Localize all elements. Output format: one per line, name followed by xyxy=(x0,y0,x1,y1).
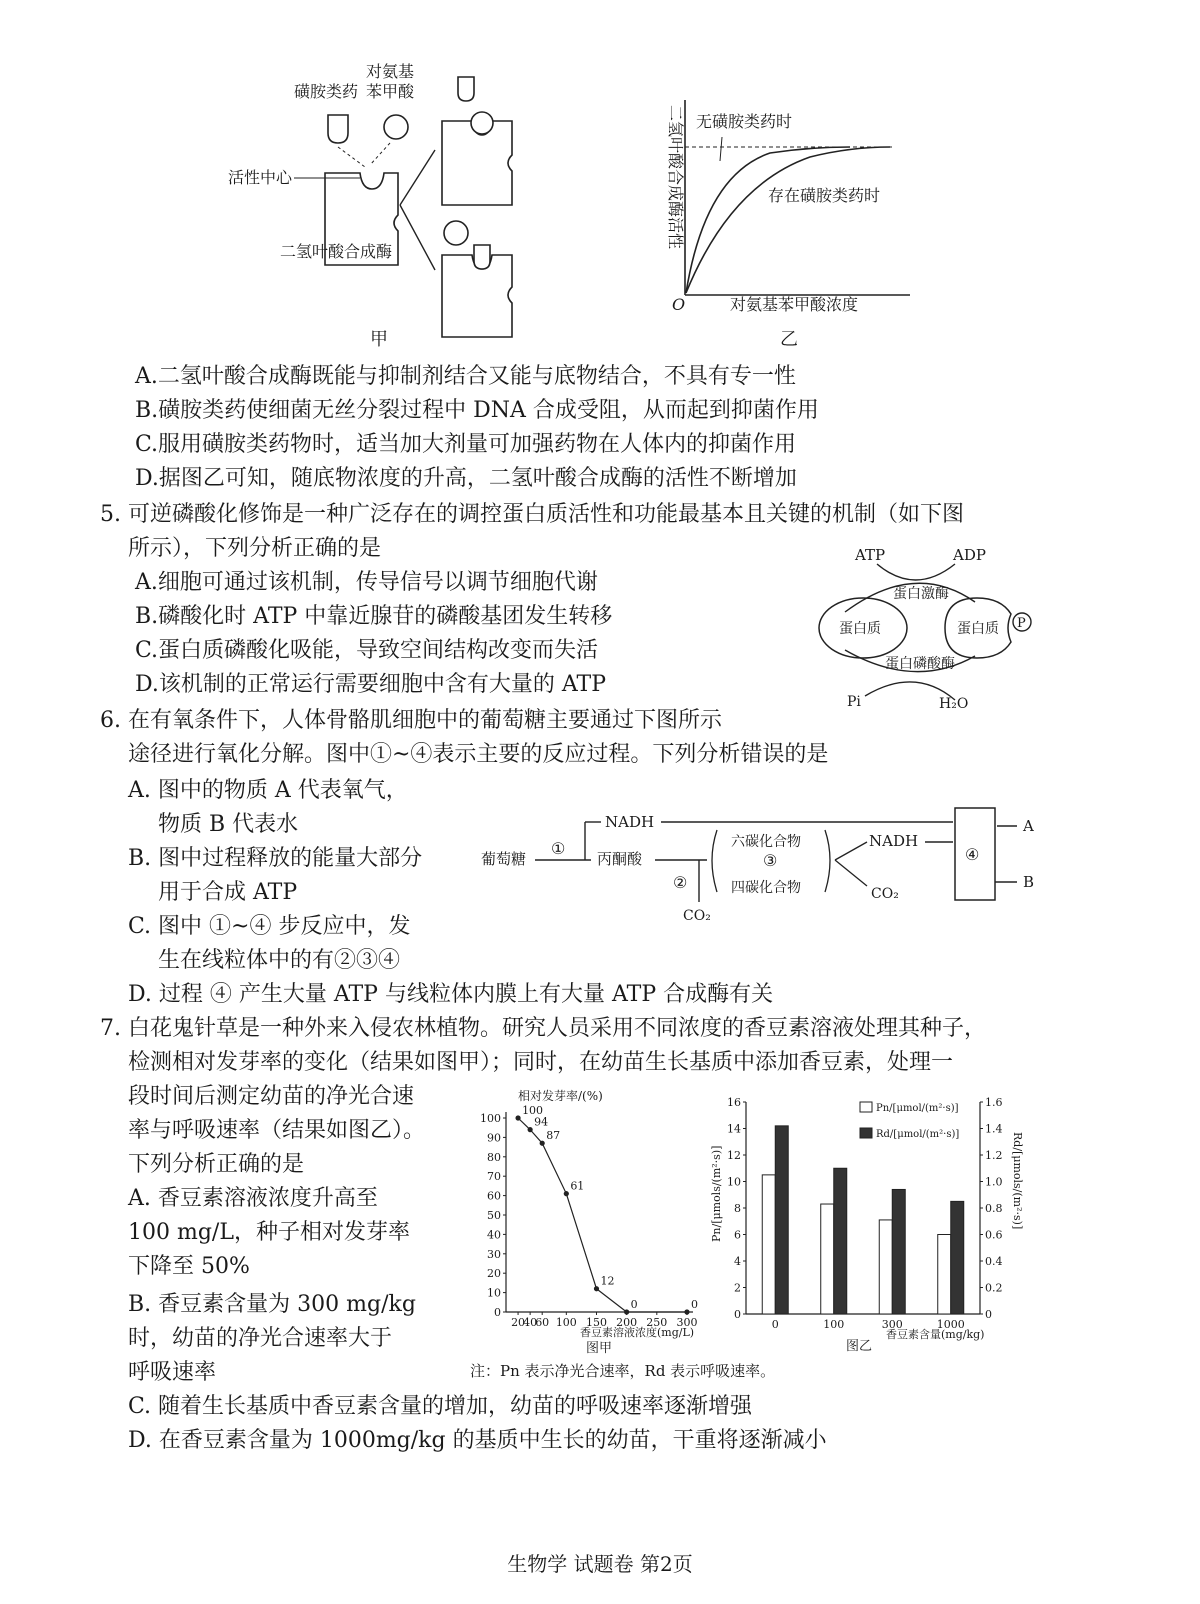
sulfa-label: 磺胺类药 xyxy=(294,82,359,101)
jia-ytick-label: 80 xyxy=(487,1150,501,1164)
figure-jia xyxy=(220,55,540,355)
yi2-right-tick-label: 0.8 xyxy=(985,1202,1003,1215)
q5-option-d: D.该机制的正常运行需要细胞中含有大量的 ATP xyxy=(135,672,607,697)
q7-option-d: D. 在香豆素含量为 1000mg/kg 的基质中生长的幼苗，干重将逐渐减小 xyxy=(128,1428,827,1453)
jia-xtick-label: 300 xyxy=(676,1316,698,1329)
q7-option-a-3: 下降至 50% xyxy=(128,1254,250,1279)
jia-data-point xyxy=(540,1141,545,1146)
jia-data-label: 12 xyxy=(600,1274,615,1288)
atp-label: ATP xyxy=(855,546,886,564)
chart-note: 注：Pn 表示净光合速率，Rd 表示呼吸速率。 xyxy=(470,1362,776,1380)
yi2-ylabel-right: Rd/[μmols/(m²·s)] xyxy=(1011,1132,1024,1230)
h2o-label: H₂O xyxy=(939,696,969,712)
legend-pn-swatch xyxy=(860,1102,872,1112)
germination-line-chart xyxy=(468,1088,708,1358)
q7-option-b-1: B. 香豆素含量为 300 mg/kg xyxy=(128,1292,416,1317)
q5-option-c: C.蛋白质磷酸化吸能，导致空间结构改变而失活 xyxy=(135,638,599,663)
yi2-ylabel-left: Pn/[μmols/(m²·s)] xyxy=(710,1145,723,1242)
q6-option-c-1: C. 图中 ①~④ 步反应中，发 xyxy=(128,914,411,939)
six-carbon-label: 六碳化合物 xyxy=(731,834,801,850)
yi2-right-tick-label: 0.4 xyxy=(985,1255,1003,1268)
yi2-category-label: 100 xyxy=(823,1318,845,1331)
yi2-category-label: 300 xyxy=(881,1318,903,1331)
paba-circle xyxy=(384,115,408,139)
q6-option-b-2: 用于合成 ATP xyxy=(158,880,298,905)
protein-label: 蛋白质 xyxy=(839,621,881,637)
q7-left-1: 率与呼吸速率（结果如图乙）。 xyxy=(128,1118,426,1143)
jia-xlabel: 香豆素溶液浓度(mg/L) xyxy=(580,1326,695,1339)
nadh-2-label: NADH xyxy=(869,832,919,850)
jia-ytick-label: 70 xyxy=(487,1170,501,1184)
paba-bound xyxy=(471,112,493,134)
yi2-left-tick-label: 0 xyxy=(734,1308,741,1321)
protein-p-label: 蛋白质 xyxy=(957,621,999,637)
drug-bound xyxy=(474,245,490,269)
b-label: B xyxy=(1023,873,1035,891)
q7-option-a-2: 100 mg/L，种子相对发芽率 xyxy=(128,1220,410,1245)
co2-b-label: CO₂ xyxy=(871,886,899,902)
atp-adp-arrow xyxy=(877,564,955,580)
yi2-left-tick-label: 12 xyxy=(727,1149,741,1162)
phosphorylation-diagram xyxy=(805,540,1045,715)
yi2-right-tick-label: 0 xyxy=(985,1308,992,1321)
q4-option-c: C.服用磺胺类药物时，适当加大剂量可加强药物在人体内的抑菌作用 xyxy=(135,432,797,457)
q7-left-2: 下列分析正确的是 xyxy=(128,1152,305,1177)
q6-stem-1: 6. 在有氧条件下，人体骨骼肌细胞中的葡萄糖主要通过下图所示 xyxy=(100,708,722,733)
yi2-bar-rd xyxy=(775,1126,788,1314)
enzyme-label: 二氢叶酸合成酶 xyxy=(280,242,393,261)
curve-no-drug-label: 无磺胺类药时 xyxy=(696,112,793,131)
yi2-bar-pn xyxy=(821,1204,834,1314)
q7-option-b-3: 呼吸速率 xyxy=(128,1360,217,1385)
jia-ytick-label: 40 xyxy=(487,1228,501,1242)
glucose-label: 葡萄糖 xyxy=(481,850,527,868)
yi2-bar-pn xyxy=(762,1175,775,1314)
caption-jia: 甲 xyxy=(370,329,388,350)
jia-xtick-label: 60 xyxy=(535,1316,550,1329)
legend-pn-label: Pn/[μmol/(m²·s)] xyxy=(876,1103,959,1114)
q7-left-0: 段时间后测定幼苗的净光合速 xyxy=(128,1084,415,1109)
page-footer: 生物学 试题卷 第2页 xyxy=(507,1552,693,1576)
jia-xtick-label: 20 xyxy=(511,1316,526,1329)
jia-data-label: 100 xyxy=(522,1104,544,1117)
kinase-label: 蛋白激酶 xyxy=(893,586,949,602)
q7-option-b-2: 时，幼苗的净光合速率大于 xyxy=(128,1326,393,1351)
arrow-to-nadh2 xyxy=(835,842,867,860)
co2-a-label: CO₂ xyxy=(683,908,711,924)
yi2-bar-rd xyxy=(951,1201,964,1314)
jia-data-point xyxy=(515,1115,520,1120)
phosphatase-label: 蛋白磷酸酶 xyxy=(885,656,955,672)
yi2-left-tick-label: 10 xyxy=(727,1175,741,1189)
q7-option-c: C. 随着生长基质中香豆素含量的增加，幼苗的呼吸速率逐渐增强 xyxy=(128,1394,753,1419)
jia-data-point xyxy=(624,1309,629,1314)
yi2-left-tick-label: 8 xyxy=(734,1202,741,1215)
q5-option-a: A.细胞可通过该机制，传导信号以调节细胞代谢 xyxy=(135,570,598,595)
step-3: ③ xyxy=(763,851,778,870)
active-center-label: 活性中心 xyxy=(228,168,293,187)
yi2-right-tick-label: 1.4 xyxy=(985,1122,1003,1136)
yi2-category-label: 1000 xyxy=(936,1318,965,1331)
jia-data-label: 0 xyxy=(690,1298,698,1311)
nadh-1-label: NADH xyxy=(605,813,655,831)
yi-xlabel: 对氨基苯甲酸浓度 xyxy=(730,295,859,314)
yi2-right-tick-label: 0.6 xyxy=(985,1228,1003,1242)
legend-rd-label: Rd/[μmol/(m²·s)] xyxy=(876,1129,960,1140)
q6-option-d: D. 过程 ④ 产生大量 ATP 与线粒体内膜上有大量 ATP 合成酶有关 xyxy=(128,982,774,1007)
yi2-bar-pn xyxy=(879,1220,892,1314)
jia-caption: 图甲 xyxy=(586,1341,613,1356)
dashed-arrow-1 xyxy=(338,147,365,167)
four-carbon-label: 四碳化合物 xyxy=(731,880,801,896)
sulfa-drug-shape xyxy=(328,115,348,143)
jia-ytick-label: 0 xyxy=(494,1306,501,1319)
yi2-right-tick-label: 1.0 xyxy=(985,1175,1003,1189)
pi-label: Pi xyxy=(847,694,861,710)
yi2-left-tick-label: 16 xyxy=(727,1096,741,1109)
figure-yi xyxy=(650,95,940,355)
cycle-right-arc xyxy=(825,830,830,892)
jia-data-label: 61 xyxy=(570,1179,585,1193)
yi2-right-tick-label: 0.2 xyxy=(985,1281,1003,1295)
q4-option-d: D.据图乙可知，随底物浓度的升高，二氢叶酸合成酶的活性不断增加 xyxy=(135,466,797,491)
legend-rd-swatch xyxy=(860,1128,872,1138)
jia-ytick-label: 100 xyxy=(480,1112,501,1125)
curve-with-drug-label: 存在磺胺类药时 xyxy=(768,186,881,205)
paba-free xyxy=(444,221,468,245)
pyruvate-label: 丙酮酸 xyxy=(597,850,643,868)
step-1: ① xyxy=(551,839,566,858)
dashed-arrow-2 xyxy=(370,143,390,165)
jia-data-point xyxy=(594,1286,599,1291)
jia-xtick-label: 250 xyxy=(646,1316,668,1329)
sulfa-drug-free xyxy=(458,77,474,101)
yi2-bar-rd xyxy=(834,1168,847,1314)
q7-stem-2: 检测相对发芽率的变化（结果如图甲）；同时，在幼苗生长基质中添加香豆素，处理一 xyxy=(128,1050,954,1075)
cycle-left-arc xyxy=(712,830,717,892)
q5-stem-1: 5. 可逆磷酸化修饰是一种广泛存在的调控蛋白质活性和功能最基本且关键的机制（如下图 xyxy=(100,502,964,527)
origin-label: O xyxy=(672,295,686,314)
step-2: ② xyxy=(673,873,688,892)
jia-xtick-label: 150 xyxy=(585,1316,607,1329)
jia-ytick-label: 10 xyxy=(487,1286,501,1300)
yi2-left-tick-label: 4 xyxy=(734,1255,741,1268)
yi2-bar-pn xyxy=(938,1235,951,1315)
q7-option-a-1: A. 香豆素溶液浓度升高至 xyxy=(128,1186,378,1211)
q6-option-a-1: A. 图中的物质 A 代表氧气， xyxy=(128,778,408,803)
curve-with-drug xyxy=(686,147,890,293)
yi2-caption: 图乙 xyxy=(846,1339,873,1354)
pn-rd-bar-chart xyxy=(708,1092,1028,1354)
yi2-category-label: 0 xyxy=(771,1318,779,1331)
yi2-right-tick-label: 1.2 xyxy=(985,1149,1003,1162)
yi2-xlabel: 香豆素含量(mg/kg) xyxy=(886,1328,985,1341)
q5-option-b: B.磷酸化时 ATP 中靠近腺苷的磷酸基团发生转移 xyxy=(135,604,613,629)
jia-data-label: 94 xyxy=(534,1115,549,1129)
jia-xtick-label: 200 xyxy=(616,1316,638,1329)
arrow-up xyxy=(400,150,435,205)
q6-option-a-2: 物质 B 代表水 xyxy=(158,812,299,837)
yi2-left-tick-label: 2 xyxy=(734,1281,741,1295)
jia-data-label: 0 xyxy=(630,1298,638,1311)
a-label: A xyxy=(1023,817,1034,835)
phosphate-label: P xyxy=(1017,616,1026,631)
jia-ytick-label: 50 xyxy=(487,1209,501,1222)
no-drug-pointer xyxy=(720,137,722,161)
jia-ytick-label: 20 xyxy=(487,1267,501,1281)
yi2-bar-rd xyxy=(892,1189,905,1314)
jia-data-point xyxy=(528,1127,533,1132)
jia-ytick-label: 90 xyxy=(487,1131,501,1145)
q6-stem-2: 途径进行氧化分解。图中①~④表示主要的反应过程。下列分析错误的是 xyxy=(128,742,829,767)
q6-option-c-2: 生在线粒体中的有②③④ xyxy=(158,948,401,973)
curve-no-drug xyxy=(686,147,850,293)
paba-label-2: 苯甲酸 xyxy=(366,82,415,101)
jia-ylabel: 相对发芽率/(%) xyxy=(518,1089,603,1103)
paba-label-1: 对氨基 xyxy=(366,62,415,81)
jia-data-label: 87 xyxy=(546,1129,561,1143)
yi-ylabel: 二氢叶酸合成酶活性 xyxy=(666,105,685,250)
q4-option-b: B.磺胺类药使细菌无丝分裂过程中 DNA 合成受阻，从而起到抑菌作用 xyxy=(135,398,819,423)
jia-data-point xyxy=(564,1191,569,1196)
caption-yi: 乙 xyxy=(780,329,798,350)
yi2-left-tick-label: 6 xyxy=(734,1228,741,1242)
jia-xtick-label: 40 xyxy=(523,1316,538,1329)
yi2-right-tick-label: 1.6 xyxy=(985,1096,1003,1109)
arrow-down xyxy=(400,205,435,270)
jia-data-point xyxy=(684,1309,689,1314)
q5-stem-2: 所示），下列分析正确的是 xyxy=(128,536,382,561)
arrow-to-co2-b xyxy=(835,860,867,886)
q4-option-a: A.二氢叶酸合成酶既能与抑制剂结合又能与底物结合，不具有专一性 xyxy=(135,364,796,389)
q6-option-b-1: B. 图中过程释放的能量大部分 xyxy=(128,846,423,871)
jia-ytick-label: 30 xyxy=(487,1247,501,1261)
jia-xtick-label: 100 xyxy=(555,1316,577,1329)
step-4: ④ xyxy=(965,845,980,864)
jia-ytick-label: 60 xyxy=(487,1189,501,1203)
yi2-left-tick-label: 14 xyxy=(727,1122,741,1136)
glucose-oxidation-diagram xyxy=(475,800,1050,930)
adp-label: ADP xyxy=(953,546,986,564)
q7-stem-1: 7. 白花鬼针草是一种外来入侵农林植物。研究人员采用不同浓度的香豆素溶液处理其种子， xyxy=(100,1016,986,1041)
